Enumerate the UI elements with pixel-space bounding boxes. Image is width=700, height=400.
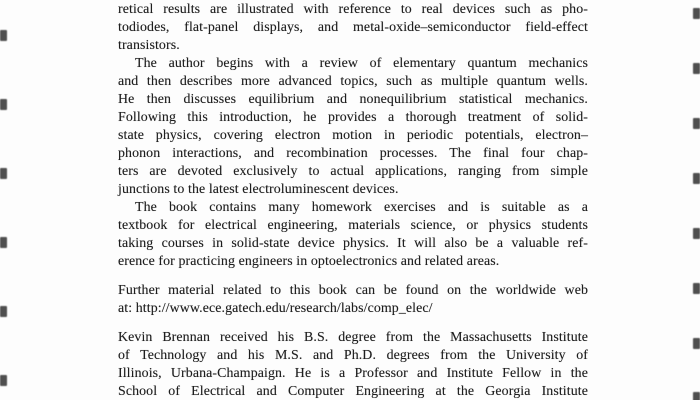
paragraph-further-material	[118, 282, 588, 318]
scan-mark-right	[693, 283, 700, 294]
text-line: junctions to the latest electroluminescent devices.	[118, 182, 399, 197]
scan-mark-left	[0, 30, 7, 41]
paragraph-book-contents	[118, 55, 588, 199]
text-line: The book contains many homework exercises and is suitable as a	[135, 200, 588, 215]
text-line: He then discusses equilibrium and nonequilibrium statistical mechanics.	[118, 92, 588, 107]
scan-mark-right	[693, 8, 700, 19]
paragraph-author-bio	[118, 329, 588, 400]
text-line: retical results are illustrated with reference to real devices such as pho-	[118, 2, 588, 17]
text-line: textbook for electrical engineering, materials science, or physics students	[118, 218, 588, 233]
text-line: transistors.	[118, 38, 180, 53]
scan-mark-left	[0, 168, 7, 179]
text-line: Kevin Brennan received his B.S. degree from the Massachusetts Institute	[118, 330, 588, 345]
text-line: Illinois, Urbana-Champaign. He is a Professor and Institute Fellow in the	[118, 366, 588, 381]
text-line: The author begins with a review of elementary quantum mechanics	[135, 56, 588, 71]
paragraph-audience	[118, 199, 588, 271]
scan-mark-right	[693, 63, 700, 74]
text-line: state physics, covering electron motion in periodic potentials, electron–	[118, 128, 588, 143]
text-line: taking courses in solid-state device physics. It will also be a valuable ref-	[118, 236, 588, 251]
scan-mark-right	[693, 392, 700, 400]
scan-mark-left	[0, 306, 7, 317]
scan-mark-left	[0, 375, 7, 386]
text-line: Following this introduction, he provides a thorough treatment of solid-	[118, 110, 588, 125]
scan-mark-right	[693, 338, 700, 349]
scan-mark-right	[693, 228, 700, 239]
paragraph-devices	[118, 1, 588, 55]
text-line: of Technology and his M.S. and Ph.D. degrees from the University of	[118, 348, 588, 363]
text-line: and then describes more advanced topics, such as multiple quantum wells.	[118, 74, 588, 89]
text-line: todiodes, flat-panel displays, and metal-oxide–semiconductor field-effect	[118, 20, 588, 35]
text-line: ters are devoted exclusively to actual applications, ranging from simple	[118, 164, 588, 179]
text-line: erence for practicing engineers in optoelectronics and related areas.	[118, 254, 500, 269]
scan-mark-left	[0, 99, 7, 110]
book-description-text	[118, 1, 588, 400]
url-text: at: http://www.ece.gatech.edu/research/labs/comp_elec/	[118, 301, 433, 316]
scan-mark-right	[693, 118, 700, 129]
text-line: Further material related to this book can be found on the worldwide web	[118, 283, 588, 298]
text-line: phonon interactions, and recombination processes. The final four chap-	[118, 146, 588, 161]
scan-mark-right	[693, 173, 700, 184]
scan-mark-left	[0, 237, 7, 248]
text-line: School of Electrical and Computer Engineering at the Georgia Institute	[118, 384, 588, 399]
